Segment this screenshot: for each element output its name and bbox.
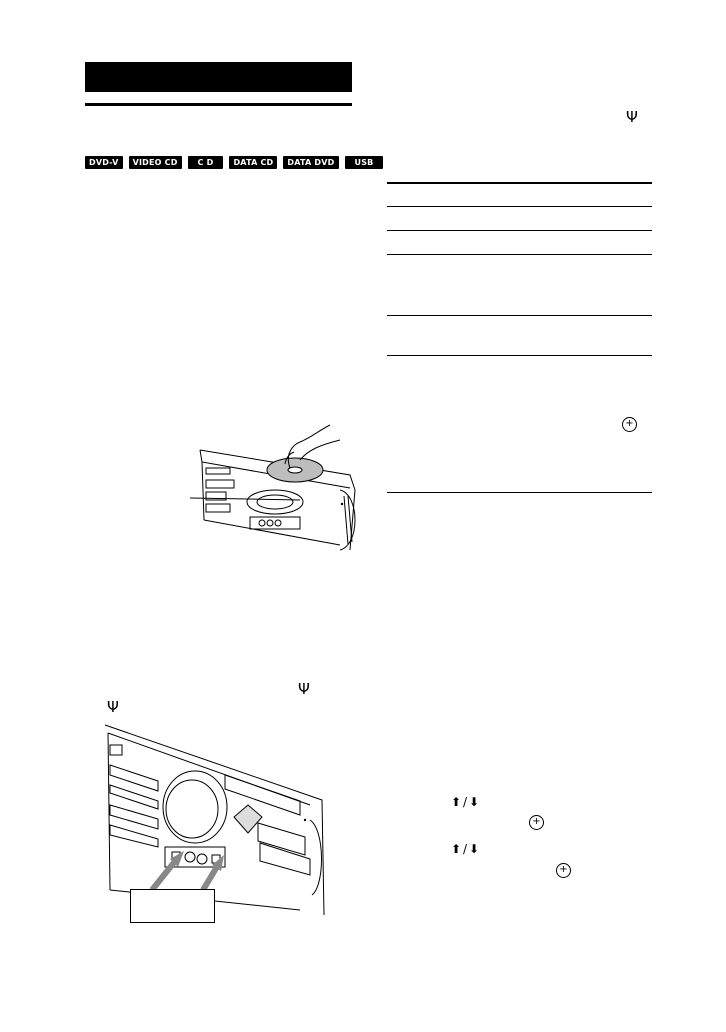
enter-button-icon: +	[556, 863, 571, 878]
separator: /	[463, 842, 468, 856]
badge-data-dvd: DATA DVD	[283, 156, 338, 169]
table-rule	[387, 254, 652, 255]
table-rule	[387, 355, 652, 356]
enter-button-icon: +	[529, 815, 544, 830]
usb-icon: Ψ	[298, 680, 310, 698]
format-badges	[85, 156, 383, 170]
table-rule	[387, 206, 652, 207]
usb-icon: Ψ	[107, 698, 119, 716]
badge-data-cd: DATA CD	[229, 156, 277, 169]
separator: /	[463, 795, 468, 809]
up-arrow-icon: ⬆	[451, 842, 462, 856]
section-title-bar	[85, 62, 352, 92]
enter-button-icon: +	[622, 417, 637, 432]
down-arrow-icon: ⬇	[469, 795, 480, 809]
table-rule-bottom	[387, 492, 652, 493]
usb-icon: Ψ	[626, 108, 638, 126]
badge-video-cd: VIDEO CD	[129, 156, 182, 169]
table-rule	[387, 230, 652, 231]
table-rule	[387, 315, 652, 316]
badge-dvd-v: DVD-V	[85, 156, 123, 169]
down-arrow-icon: ⬇	[469, 842, 480, 856]
badge-usb: USB	[345, 156, 384, 169]
callout-box	[130, 889, 215, 923]
front-panel-illustration	[100, 725, 330, 915]
badge-cd: C D	[188, 156, 224, 169]
title-rule	[85, 103, 352, 106]
table-rule-top	[387, 182, 652, 184]
disc-insert-illustration	[190, 420, 360, 560]
up-arrow-icon: ⬆	[451, 795, 462, 809]
